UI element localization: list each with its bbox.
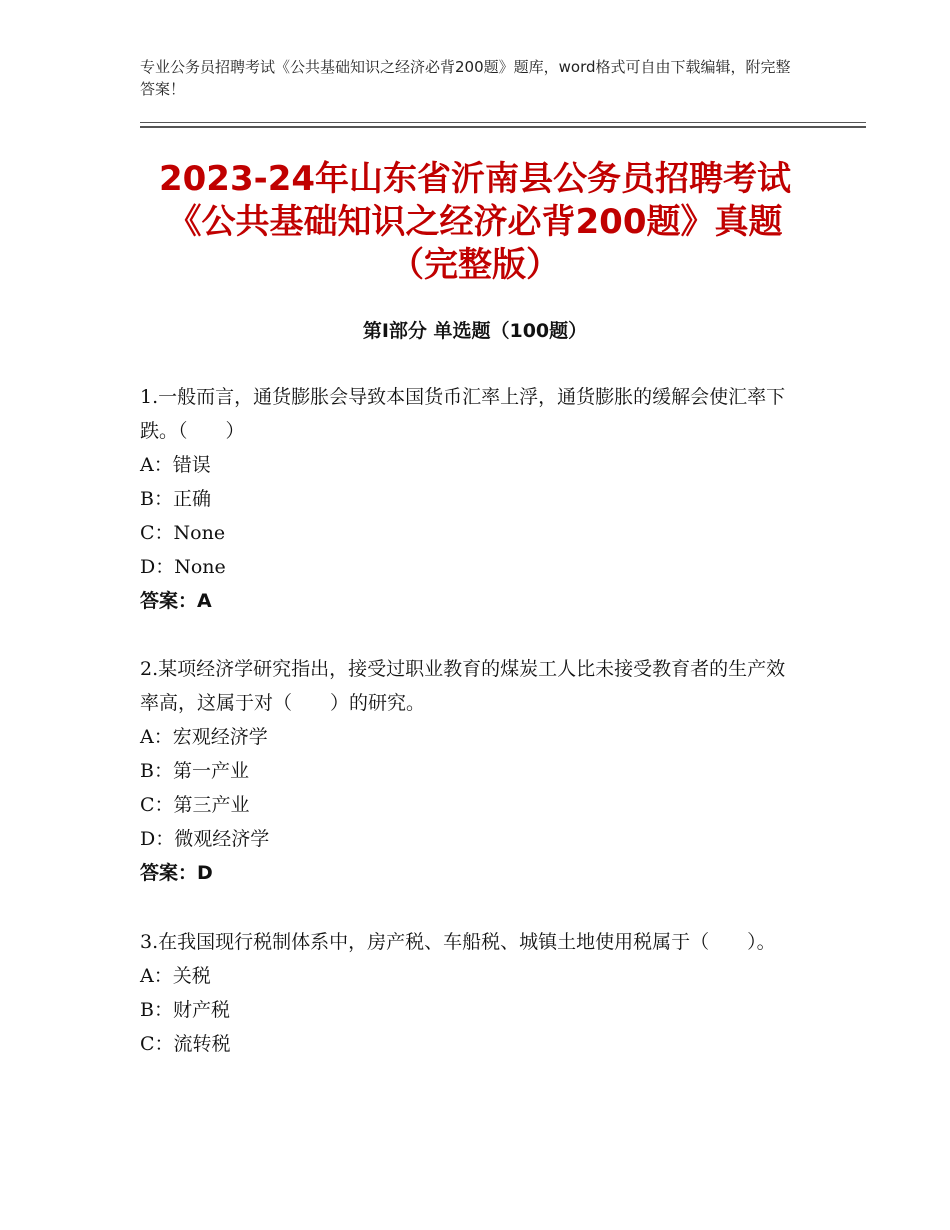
- title-line-2: 《公共基础知识之经济必背200题》真题: [167, 202, 783, 242]
- option-b: B：财产税: [140, 999, 230, 1021]
- question-1: [140, 380, 800, 618]
- question-stem: 2.某项经济学研究指出，接受过职业教育的煤炭工人比未接受教育者的生产效率高，这属于对（ ）的研究。: [140, 658, 786, 714]
- option-a: A：错误: [140, 454, 211, 476]
- option-a: A：宏观经济学: [140, 726, 268, 748]
- question-3: [140, 925, 800, 1061]
- document-header-note: 专业公务员招聘考试《公共基础知识之经济必背200题》题库，word格式可自由下载编辑，附完整答案！: [140, 58, 791, 98]
- answer: 答案：A: [140, 590, 212, 612]
- option-b: B：正确: [140, 488, 211, 510]
- question-stem: 3.在我国现行税制体系中，房产税、车船税、城镇土地使用税属于（ ）。: [140, 931, 776, 953]
- question-stem: 1.一般而言，通货膨胀会导致本国货币汇率上浮，通货膨胀的缓解会使汇率下跌。（ ）: [140, 386, 786, 442]
- option-c: C：第三产业: [140, 794, 250, 816]
- option-c: C：None: [140, 522, 226, 544]
- option-d: D：None: [140, 556, 226, 578]
- title-line-1: 2023-24年山东省沂南县公务员招聘考试: [158, 159, 792, 199]
- answer: 答案：D: [140, 862, 213, 884]
- section-heading: 第Ⅰ部分 单选题（100题）: [362, 320, 588, 342]
- document-title: [100, 158, 850, 287]
- question-2: [140, 652, 800, 890]
- header-divider-bottom: [140, 126, 866, 128]
- title-line-3: （完整版）: [390, 245, 560, 285]
- option-c: C：流转税: [140, 1033, 231, 1055]
- header-divider-top: [140, 122, 866, 123]
- option-a: A：关税: [140, 965, 211, 987]
- option-b: B：第一产业: [140, 760, 249, 782]
- option-d: D：微观经济学: [140, 828, 270, 850]
